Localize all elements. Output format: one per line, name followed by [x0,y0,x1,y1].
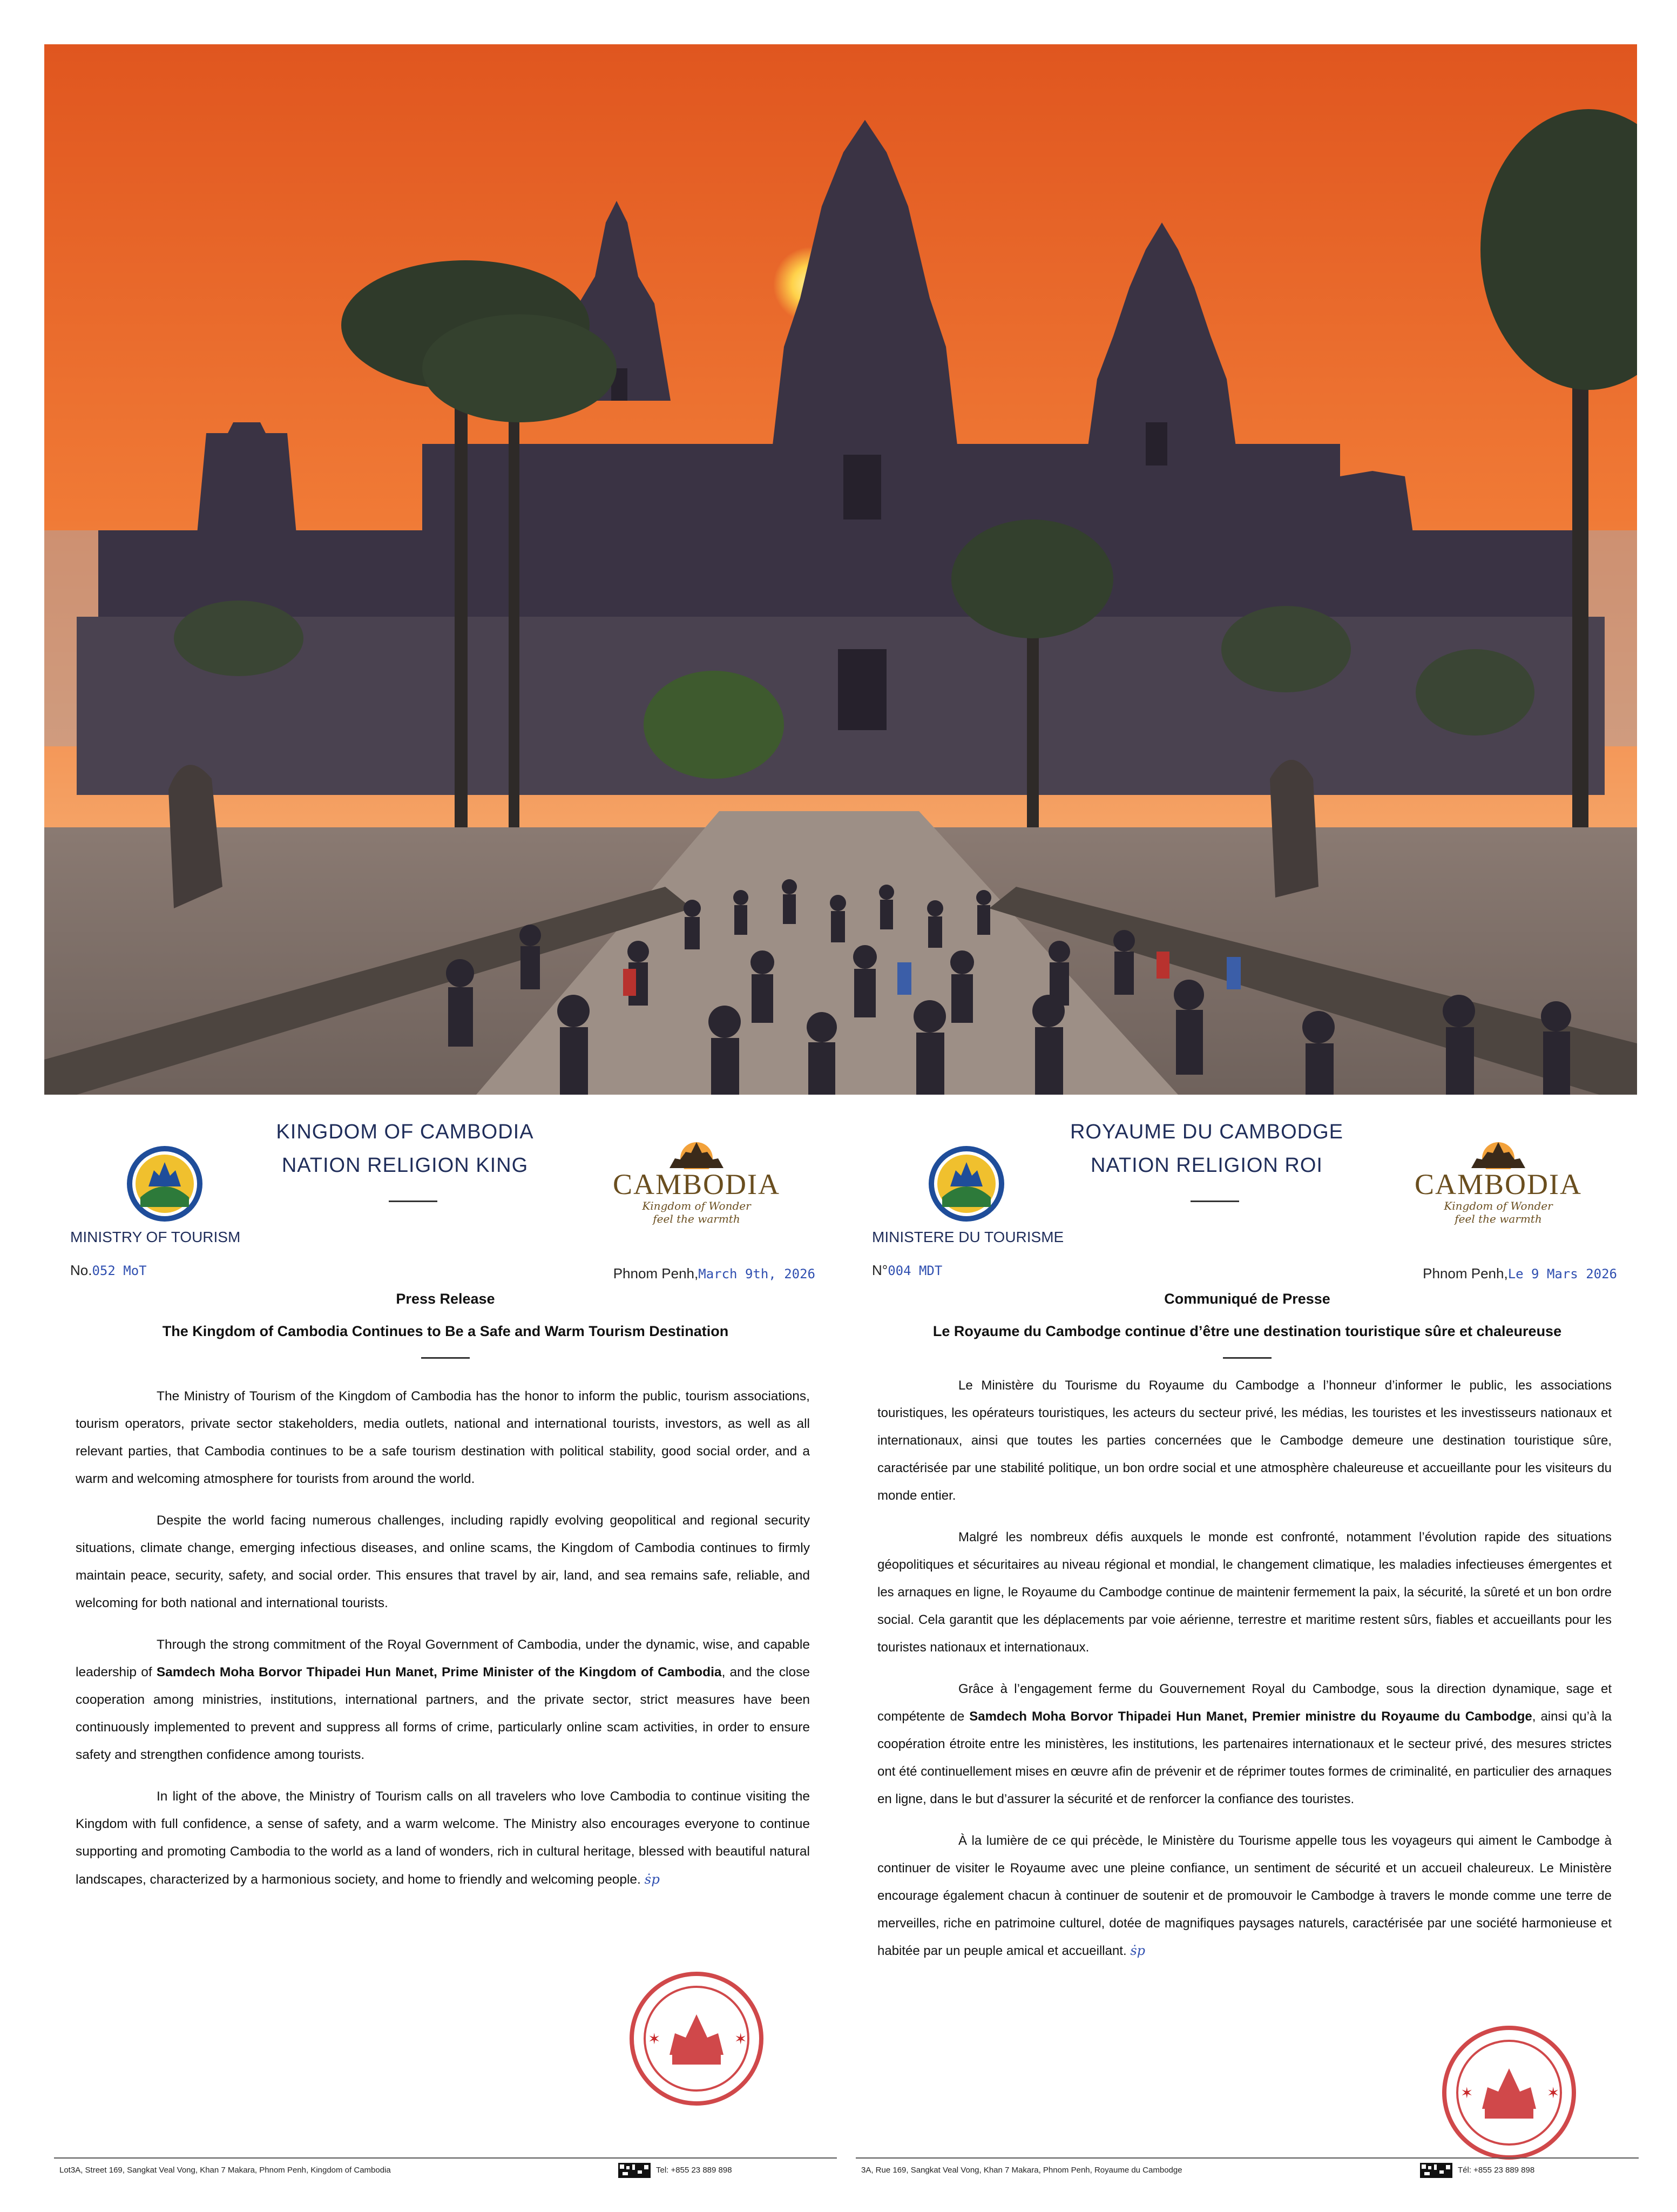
date-line [1423,1265,1617,1282]
footer-divider [856,2157,1639,2159]
reference-value: 004 MDT [888,1263,943,1278]
reference-label: N° [872,1262,888,1278]
ministry-emblem-icon [124,1143,205,1224]
paragraph-4-text: À la lumière de ce qui précède, le Ministère du Tourisme appelle tous les voyageurs qui aiment le Cambodge à continuer de visiter le Royaume avec une pleine confiance, un sentiment de sécurité et un accueil chaleureux. Le Ministère encourage également chacun à continuer de soutenir et de promouvoir le Cambodge à travers le monde comme une terre de merveilles, riche en patrimoine culturel, dotée de magnifiques paysages naturels, caractérisée par une société harmonieuse et habitée par un peuple amical et accueillant. [877,1833,1612,1958]
document-type: Communiqué de Presse [1164,1291,1330,1307]
telephone: Tél: +855 23 889 898 [1458,2166,1535,2175]
date-value: Le 9 Mars 2026 [1507,1266,1617,1282]
paragraph-4 [877,1827,1612,1965]
temple-sun-icon [659,1137,734,1169]
signature: ṡp [1130,1943,1145,1958]
brand-tagline-1: Kingdom of Wonder [1444,1199,1553,1212]
paragraph-1: Le Ministère du Tourisme du Royaume du Cambodge a l’honneur d’informer le public, les associations touristiques, les opérateurs touristiques, les acteurs du secteur privé, les médias, les touristes et les investisseurs nationaux et internationaux, ainsi que toutes les parties concernées que le Cambodge demeure une destination touristique sûre, caractérisée par une stabilité politique, un bon ordre social et une atmosphère chaleureuse et accueillante pour les visiteurs du monde entier. [877,1378,1612,1503]
paragraph-3-lead: Grâce à l’engagement ferme du Gouvernement Royal du Cambodge, sous la direction dynamique, sage et compétente de [877,1682,1612,1724]
kingdom-heading: ROYAUME DU CAMBODGE [1070,1121,1343,1143]
svg-text:✶: ✶ [648,2030,661,2048]
brand-tagline-1: Kingdom of Wonder [642,1199,751,1212]
header-divider [389,1201,437,1202]
date-value: March 9th, 2026 [698,1266,815,1282]
document-title: Le Royaume du Cambodge continue d’être une destination touristique sûre et chaleureuse [932,1323,1562,1339]
header-divider [1191,1201,1239,1202]
brand-tagline-2: feel the warmth [653,1212,740,1225]
temple-sun-icon [1460,1137,1536,1169]
qr-code-icon [1420,2163,1452,2178]
ministry-name: MINISTERE DU TOURISME [872,1229,1064,1245]
paragraph-3-rest: , and the close cooperation among ministries, institutions, international partners, and the private sector, strict measures have been continuously implemented to prevent and suppress all forms of crime, particularly online scam activities, in order to ensure safety and strengthen confidence among tourists. [76,1665,810,1762]
paragraph-2: Malgré les nombreux défis auxquels le monde est confronté, notamment l’évolution rapide des situations géopolitiques et sécuritaires au niveau régional et mondial, le changement climatique, les maladies infectieuses émergentes et les arnaques en ligne, le Royaume du Cambodge continue de maintenir fermement la paix, la sécurité, la sûreté et un bon ordre social. Cela garantit que les déplacements par voie aérienne, terrestre et maritime restent sûrs, fiables et accueillants pour les touristes nationaux et internationaux. [877,1530,1612,1655]
brand-name: CAMBODIA [613,1168,781,1201]
footer-address: Lot3A, Street 169, Sangkat Veal Vong, Khan 7 Makara, Phnom Penh, Kingdom of Cambodia [59,2166,391,2175]
footer-divider [54,2157,837,2159]
cambodia-brand-logo [613,1137,780,1245]
reference-label: No. [70,1262,92,1278]
photo-illustration [44,44,1637,1095]
motto-heading: NATION RELIGION KING [281,1154,529,1177]
date-label: Phnom Penh, [613,1265,699,1282]
kingdom-heading: KINGDOM OF CAMBODIA [276,1121,534,1143]
paragraph-3-rest: , ainsi qu’à la coopération étroite entre les ministères, les institutions, les partenaires internationaux et le secteur privé, des mesures strictes ont été continuellement mises en œuvre afin de prévenir et de réprimer toutes formes de criminalité, en particulier des arnaques en ligne, dans le but d’assurer la sécurité et de renforcer la confiance des touristes. [877,1709,1612,1806]
motto-heading: NATION RELIGION ROI [1090,1154,1323,1177]
ministry-name: MINISTRY OF TOURISM [70,1229,241,1245]
document-title: The Kingdom of Cambodia Continues to Be a Safe and Warm Tourism Destination [162,1323,729,1339]
title-divider [421,1357,470,1359]
telephone: Tel: +855 23 889 898 [656,2166,732,2175]
angkor-wat-sunset-photo [44,44,1637,1095]
svg-text:✶: ✶ [734,2030,747,2048]
paragraph-2: Despite the world facing numerous challenges, including rapidly evolving geopolitical and regional security situations, climate change, emerging infectious diseases, and online scams, the Kingdom of Cambodia continues to firmly maintain peace, security, safety, and social order. This ensures that travel by air, land, and sea remains safe, reliable, and welcoming for both national and international tourists. [76,1513,810,1610]
footer-address: 3A, Rue 169, Sangkat Veal Vong, Khan 7 Makara, Phnom Penh, Royaume du Cambodge [861,2166,1182,2175]
svg-text:✶: ✶ [1460,2084,1473,2102]
reference-number [872,1262,942,1279]
qr-code-icon [618,2163,651,2178]
press-release-english [54,1104,837,2206]
date-line [613,1265,815,1282]
document-type: Press Release [396,1291,495,1307]
svg-text:✶: ✶ [1547,2084,1560,2102]
paragraph-3 [76,1631,810,1769]
press-release-french [856,1104,1639,2206]
ministry-emblem-icon [926,1143,1007,1224]
cambodia-brand-logo [1415,1137,1582,1245]
body-text [877,1372,1612,1979]
brand-tagline-2: feel the warmth [1455,1212,1542,1225]
paragraph-3 [877,1675,1612,1813]
signature: ṡp [644,1871,660,1887]
prime-minister-name: Samdech Moha Borvor Thipadei Hun Manet, Premier ministre du Royaume du Cambodge [969,1709,1532,1724]
brand-name: CAMBODIA [1415,1168,1583,1201]
paragraph-4 [76,1783,810,1893]
title-divider [1223,1357,1272,1359]
official-seal-stamp-icon [1439,2022,1579,2163]
prime-minister-name: Samdech Moha Borvor Thipadei Hun Manet, Prime Minister of the Kingdom of Cambodia [156,1665,722,1680]
date-label: Phnom Penh, [1423,1265,1508,1282]
official-seal-stamp-icon [626,1968,767,2109]
paragraph-4-text: In light of the above, the Ministry of Tourism calls on all travelers who love Cambodia to continue visiting the Kingdom with full confidence, a sense of safety, and a warm welcome. The Ministry also encourages everyone to continue supporting and promoting Cambodia to the world as a land of wonders, rich in cultural heritage, blessed with beautiful natural landscapes, characterized by a harmonious society, and home to friendly and welcoming people. [76,1789,810,1887]
paragraph-3-lead: Through the strong commitment of the Royal Government of Cambodia, under the dynamic, wise, and capable leadership of [76,1637,810,1680]
reference-value: 052 MoT [92,1263,147,1278]
body-text [76,1382,810,1907]
reference-number [70,1262,147,1279]
paragraph-1: The Ministry of Tourism of the Kingdom of Cambodia has the honor to inform the public, tourism associations, tourism operators, private sector stakeholders, media outlets, national and international tourists, investors, as well as all relevant parties, that Cambodia continues to be a safe tourism destination with political stability, good social order, and a warm and welcoming atmosphere for tourists from around the world. [76,1389,810,1486]
